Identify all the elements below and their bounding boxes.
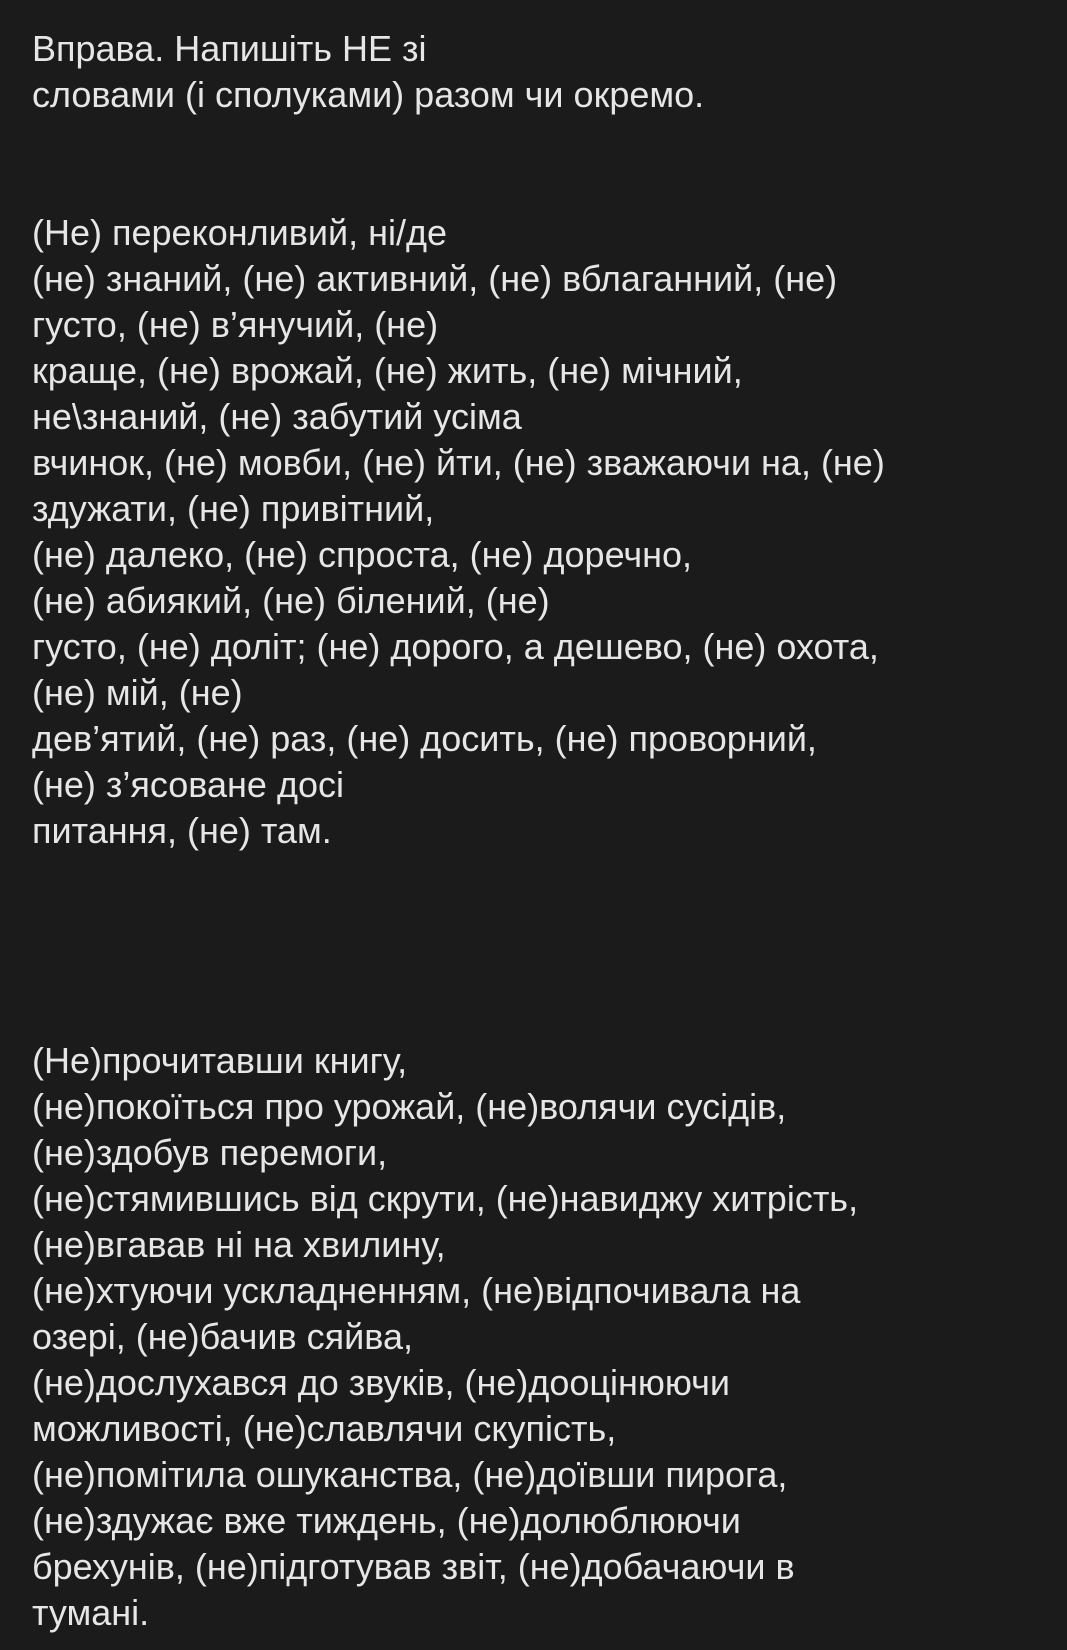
exercise-section-1 <box>32 210 1042 854</box>
text-line: (не)вгавав ні на хвилину, <box>32 1224 446 1265</box>
text-line: питання, (не) там. <box>32 810 332 851</box>
text-line: (Не)прочитавши книгу, <box>32 1040 408 1081</box>
spacer <box>32 854 1042 1038</box>
text-line: густо, (не) в’янучий, (не) <box>32 304 439 345</box>
text-line: вчинок, (не) мовби, (не) йти, (не) зважаючи на, (не) <box>32 442 885 483</box>
title-line: Вправа. Напишіть НЕ зі <box>32 28 427 69</box>
text-line: здужати, (не) привітний, <box>32 488 435 529</box>
exercise-document <box>32 26 1042 1636</box>
text-line: (не) з’ясоване досі <box>32 764 344 805</box>
title-line: словами (і сполуками) разом чи окремо. <box>32 74 705 115</box>
text-line: (не)покоїться про урожай, (не)волячи сусідів, <box>32 1086 787 1127</box>
text-line: (не) далеко, (не) спроста, (не) доречно, <box>32 534 693 575</box>
text-line: (Не) переконливий, ні/де <box>32 212 447 253</box>
text-line: (не) мій, (не) <box>32 672 243 713</box>
exercise-section-2 <box>32 1038 1042 1636</box>
text-line: озері, (не)бачив сяйва, <box>32 1316 414 1357</box>
text-line: тумані. <box>32 1592 150 1633</box>
text-line: густо, (не) доліт; (не) дорого, а дешево, (не) охота, <box>32 626 879 667</box>
text-line: не\знаний, (не) забутий усіма <box>32 396 522 437</box>
text-line: (не)хтуючи ускладненням, (не)відпочивала на <box>32 1270 801 1311</box>
text-line: (не)стямившись від скрути, (не)навиджу хитрість, <box>32 1178 859 1219</box>
text-line: (не)здобув перемоги, <box>32 1132 388 1173</box>
text-line: брехунів, (не)підготував звіт, (не)добачаючи в <box>32 1546 795 1587</box>
text-line: (не) абиякий, (не) білений, (не) <box>32 580 550 621</box>
text-line: (не)дослухався до звуків, (не)дооцінюючи <box>32 1362 730 1403</box>
text-line: дев’ятий, (не) раз, (не) досить, (не) проворний, <box>32 718 817 759</box>
text-line: (не)здужає вже тиждень, (не)долюблюючи <box>32 1500 741 1541</box>
spacer <box>32 118 1042 210</box>
text-line: (не) знаний, (не) активний, (не) вблаганний, (не) <box>32 258 838 299</box>
text-line: (не)помітила ошуканства, (не)доївши пирога, <box>32 1454 788 1495</box>
text-line: краще, (не) врожай, (не) жить, (не) мічний, <box>32 350 743 391</box>
text-line: можливості, (не)славлячи скупість, <box>32 1408 617 1449</box>
exercise-title <box>32 26 1042 118</box>
